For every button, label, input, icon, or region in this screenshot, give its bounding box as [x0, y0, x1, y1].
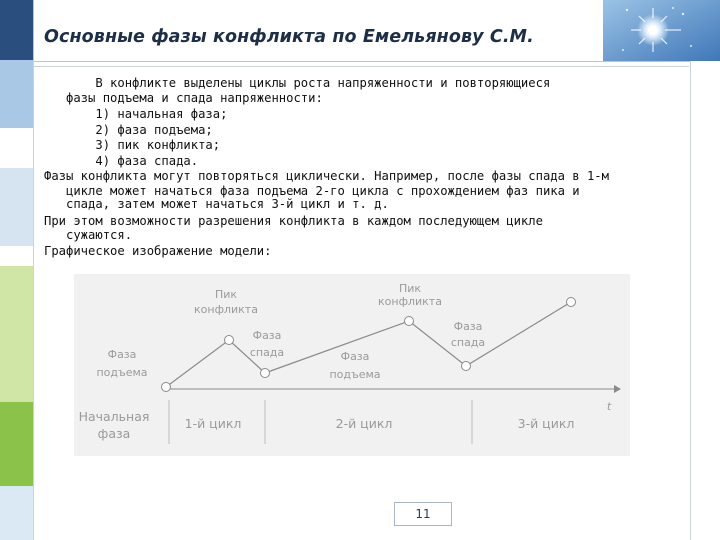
label-cycle-2: 2-й цикл	[335, 416, 393, 431]
label-axis-t: t	[606, 400, 612, 413]
cycle-diagram	[74, 274, 630, 456]
page-number: 11	[394, 502, 452, 526]
label-fall2-a: Фаза	[453, 320, 483, 333]
label-cycle-1: 1-й цикл	[184, 416, 242, 431]
body-line-4: 2) фаза подъема;	[44, 122, 213, 137]
label-cycle-3: 3-й цикл	[517, 416, 575, 431]
body-line-2: фазы подъема и спада напряженности:	[44, 90, 323, 105]
body-line-10: При этом возможности разрешения конфликта в каждом последующем цикле	[44, 213, 543, 228]
node-trough-1	[261, 369, 270, 378]
label-fall2-b: спада	[450, 336, 486, 349]
label-initial-b: фаза	[97, 426, 131, 441]
node-peak-1	[225, 336, 234, 345]
label-initial-a: Начальная	[78, 409, 150, 424]
body-line-3: 1) начальная фаза;	[44, 107, 228, 121]
left-bar-light-green	[0, 266, 33, 402]
axis-arrow-icon	[614, 385, 621, 393]
body-line-11: сужаются.	[44, 227, 133, 242]
label-peak2-b: конфликта	[378, 295, 442, 308]
slide-title: Основные фазы конфликта по Емельянову С.М.	[44, 27, 534, 47]
body-line-6: 4) фаза спада.	[44, 153, 199, 168]
sparkle-logo-icon	[603, 0, 720, 61]
body-line-8: цикле может начаться фаза подъема 2-го цикла с прохождением фаз пика и	[44, 183, 580, 198]
node-end	[567, 298, 576, 307]
left-bar-light-blue	[0, 60, 33, 128]
left-bar-white-2	[0, 246, 33, 266]
left-bar-bottom	[0, 486, 33, 540]
label-peak2-a: Пик	[398, 282, 422, 295]
label-peak1-b: конфликта	[194, 303, 258, 316]
label-rise1-b: подъема	[96, 366, 148, 379]
body-line-5: 3) пик конфликта;	[44, 138, 221, 152]
label-peak1-a: Пик	[214, 288, 238, 301]
body-line-9: спада, затем может начаться 3-й цикл и т. д.	[44, 196, 389, 211]
label-fall1-b: спада	[249, 346, 285, 359]
left-bar-white	[0, 128, 33, 168]
left-bar-pale-blue	[0, 168, 33, 246]
label-rise1-a: Фаза	[107, 348, 137, 361]
left-bar-dark-blue	[0, 0, 33, 60]
body-line-7: Фазы конфликта могут повторяться циклически. Например, после фазы спада в 1-м	[44, 169, 609, 183]
header-divider	[33, 66, 689, 67]
left-bar-green	[0, 402, 33, 486]
body-line-12: Графическое изображение модели:	[44, 243, 272, 258]
node-peak-2	[405, 317, 414, 326]
body-text	[44, 76, 684, 259]
cycle-diagram-svg	[74, 274, 630, 456]
label-rise2-b: подъема	[329, 368, 381, 381]
body-line-1: В конфликте выделены циклы роста напряженности и повторяющиеся	[44, 76, 551, 90]
label-fall1-a: Фаза	[252, 329, 282, 342]
node-trough-2	[462, 362, 471, 371]
node-start	[162, 383, 171, 392]
label-rise2-a: Фаза	[340, 350, 370, 363]
